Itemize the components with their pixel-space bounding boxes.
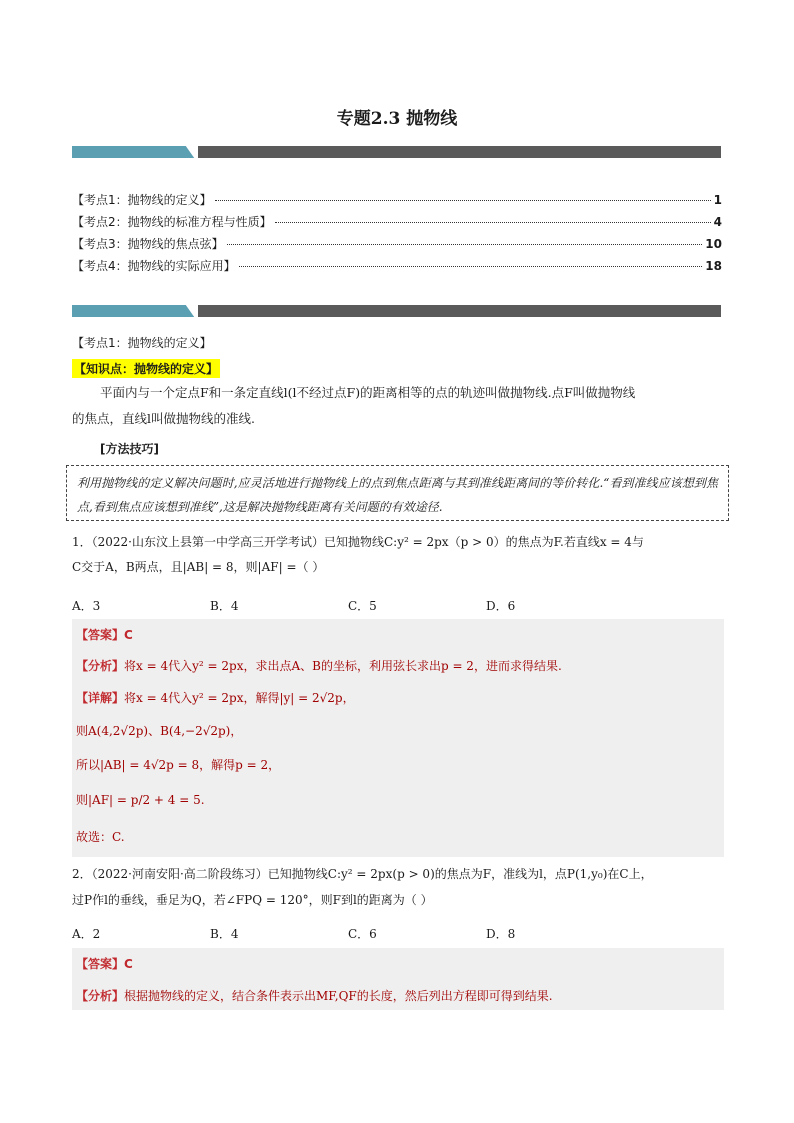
- question-2-line-2: 过P作l的垂线，垂足为Q，若∠FPQ = 120°，则F到l的距离为（ ）: [72, 893, 433, 907]
- toc-item-page: 1: [713, 193, 722, 207]
- knowledge-point-label: 【知识点：抛物线的定义】: [72, 359, 220, 378]
- option-b[interactable]: B．4: [210, 927, 239, 941]
- option-b[interactable]: B．4: [210, 599, 239, 613]
- analysis-text: 将x = 4代入y² = 2px，求出点A、B的坐标，利用弦长求出p = 2，进而求得结果.: [124, 659, 562, 673]
- option-c[interactable]: C．6: [348, 927, 377, 941]
- analysis-line: [76, 657, 562, 675]
- detail-tag: 【详解】: [76, 691, 125, 705]
- toc-item-label: 【考点1：抛物线的定义】: [72, 193, 212, 207]
- toc-item-page: 4: [713, 215, 722, 229]
- toc-item[interactable]: [72, 235, 722, 253]
- answer-tag: 【答案】: [76, 628, 125, 642]
- toc-item-page: 10: [705, 237, 722, 251]
- toc-item-label: 【考点3：抛物线的焦点弦】: [72, 237, 224, 251]
- answer-value: C: [124, 957, 133, 971]
- option-d[interactable]: D．8: [486, 927, 516, 941]
- detail-line: [76, 689, 355, 707]
- toc-item[interactable]: [72, 213, 722, 231]
- question-2-options: [72, 925, 724, 942]
- toc-item-label: 【考点4：抛物线的实际应用】: [72, 259, 236, 273]
- definition-line-2: 的焦点，直线l叫做抛物线的准线.: [72, 411, 255, 426]
- option-a[interactable]: A．3: [72, 599, 101, 613]
- question-2-solution: [72, 948, 724, 1010]
- analysis-tag: 【分析】: [76, 659, 125, 673]
- question-1-line-1: 1．（2022·山东汶上县第一中学高三开学考试）已知抛物线C:y² = 2px（p > 0）的焦点为F.若直线x = 4与: [72, 535, 644, 549]
- toc-item[interactable]: [72, 257, 722, 275]
- page-title: 专题2.3 抛物线: [336, 109, 458, 129]
- option-d[interactable]: D．6: [486, 599, 516, 613]
- method-text: 利用抛物线的定义解决问题时,应灵活地进行抛物线上的点到焦点距离与其到准线距离间的等价转化.“看到准线应该想到焦点,看到焦点应该想到准线”,这是解决抛物线距离有关问题的有效途径.: [77, 476, 718, 514]
- section-heading: 【考点1：抛物线的定义】: [72, 336, 212, 350]
- method-box: [66, 465, 729, 521]
- header-divider-bar: [72, 146, 721, 158]
- analysis-line: [76, 987, 553, 1005]
- question-1-line-2: C交于A，B两点，且|AB| = 8，则|AF| =（ ）: [72, 560, 325, 574]
- toc-item[interactable]: [72, 191, 722, 209]
- analysis-text: 根据抛物线的定义，结合条件表示出MF,QF的长度，然后列出方程即可得到结果.: [124, 989, 553, 1003]
- question-1-options: [72, 597, 724, 614]
- question-2-line-1: 2．（2022·河南安阳·高二阶段练习）已知抛物线C:y² = 2px(p > 0)的焦点为F，准线为l，点P(1,y₀)在C上，: [72, 867, 653, 881]
- analysis-tag: 【分析】: [76, 989, 125, 1003]
- option-c[interactable]: C．5: [348, 599, 377, 613]
- detail-step-2: 所以|AB| = 4√2p = 8，解得p = 2，: [76, 758, 281, 772]
- question-1-solution: [72, 619, 724, 857]
- section-divider-bar: [72, 305, 721, 317]
- method-label: [方法技巧]: [100, 442, 159, 456]
- conclusion: 故选：C.: [76, 830, 125, 844]
- detail-step-3: 则|AF| = p/2 + 4 = 5.: [76, 793, 205, 807]
- option-a[interactable]: A．2: [72, 927, 101, 941]
- toc-item-label: 【考点2：抛物线的标准方程与性质】: [72, 215, 272, 229]
- detail-text: 将x = 4代入y² = 2px，解得|y| = 2√2p，: [124, 691, 355, 705]
- answer-value: C: [124, 628, 133, 642]
- answer-tag: 【答案】: [76, 957, 125, 971]
- answer-line: [76, 626, 133, 644]
- definition-line-1: 平面内与一个定点F和一条定直线l(l不经过点F)的距离相等的点的轨迹叫做抛物线.点F叫做抛物线: [100, 385, 636, 400]
- toc-item-page: 18: [705, 259, 722, 273]
- detail-step-1: 则A(4,2√2p)、B(4,−2√2p)，: [76, 724, 243, 738]
- answer-line: [76, 955, 133, 973]
